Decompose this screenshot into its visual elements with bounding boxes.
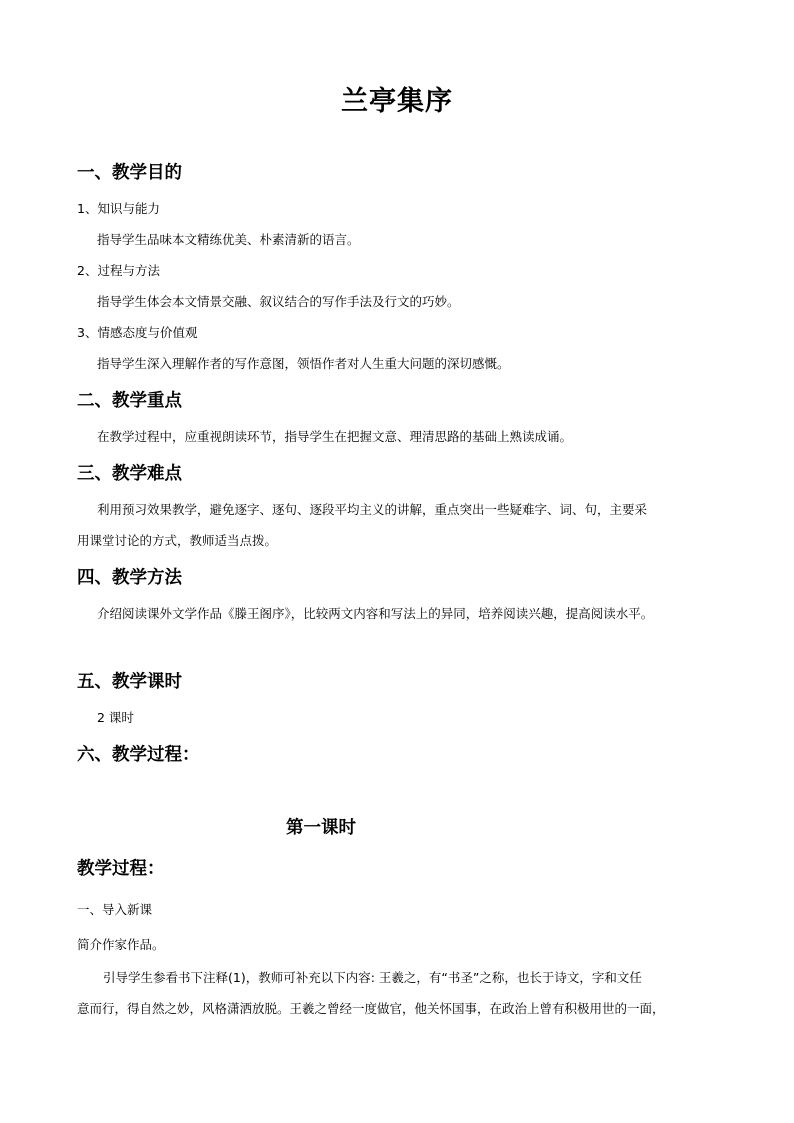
section-heading-class-hours: 五、教学课时 <box>77 672 182 692</box>
difficulties-text-line2: 用课堂讨论的方式，教师适当点拨。 <box>77 533 278 548</box>
objective-label-process: 2、过程与方法 <box>77 263 160 278</box>
objective-label-knowledge: 1、知识与能力 <box>77 201 160 216</box>
objective-label-attitude: 3、情感态度与价值观 <box>77 325 198 340</box>
section-heading-methods: 四、教学方法 <box>77 568 182 588</box>
lesson-title: 第一课时 <box>286 818 356 838</box>
section-heading-difficulties: 三、教学难点 <box>77 464 182 484</box>
objective-text-attitude: 指导学生深入理解作者的写作意图，领悟作者对人生重大问题的深切感慨。 <box>97 356 510 371</box>
section-heading-objectives: 一、教学目的 <box>77 163 182 183</box>
objective-text-knowledge: 指导学生品味本文精练优美、朴素清新的语言。 <box>97 232 360 247</box>
difficulties-text-line1: 利用预习效果教学，避免逐字、逐句、逐段平均主义的讲解，重点突出一些疑难字、词、句，主要采 <box>97 502 648 517</box>
lesson-process-heading: 教学过程： <box>77 859 165 879</box>
lesson-step-intro: 一、导入新课 <box>77 902 153 917</box>
author-intro-line2: 意而行，得自然之妙，风格潇洒放脱。王羲之曾经一度做官，他关怀国事，在政治上曾有积极用世的一面， <box>77 1001 665 1016</box>
methods-text: 介绍阅读课外文学作品《滕王阁序》，比较两文内容和写法上的异同，培养阅读兴趣，提高阅读水平。 <box>97 606 654 621</box>
author-intro-line1: 引导学生参看书下注释(1)，教师可补充以下内容: 王羲之，有“书圣”之称，也长于诗文，字和文任 <box>103 970 642 985</box>
section-heading-process: 六、教学过程： <box>77 745 200 765</box>
author-intro-label: 简介作家作品。 <box>77 937 165 952</box>
section-heading-key-points: 二、教学重点 <box>77 391 182 411</box>
class-hours-text: 2 课时 <box>97 710 134 725</box>
objective-text-process: 指导学生体会本文情景交融、叙议结合的写作手法及行文的巧妙。 <box>97 294 460 309</box>
key-points-text: 在教学过程中，应重视朗读环节，指导学生在把握文意、理清思路的基础上熟读成诵。 <box>97 429 573 444</box>
page-title: 兰亭集序 <box>341 86 453 117</box>
